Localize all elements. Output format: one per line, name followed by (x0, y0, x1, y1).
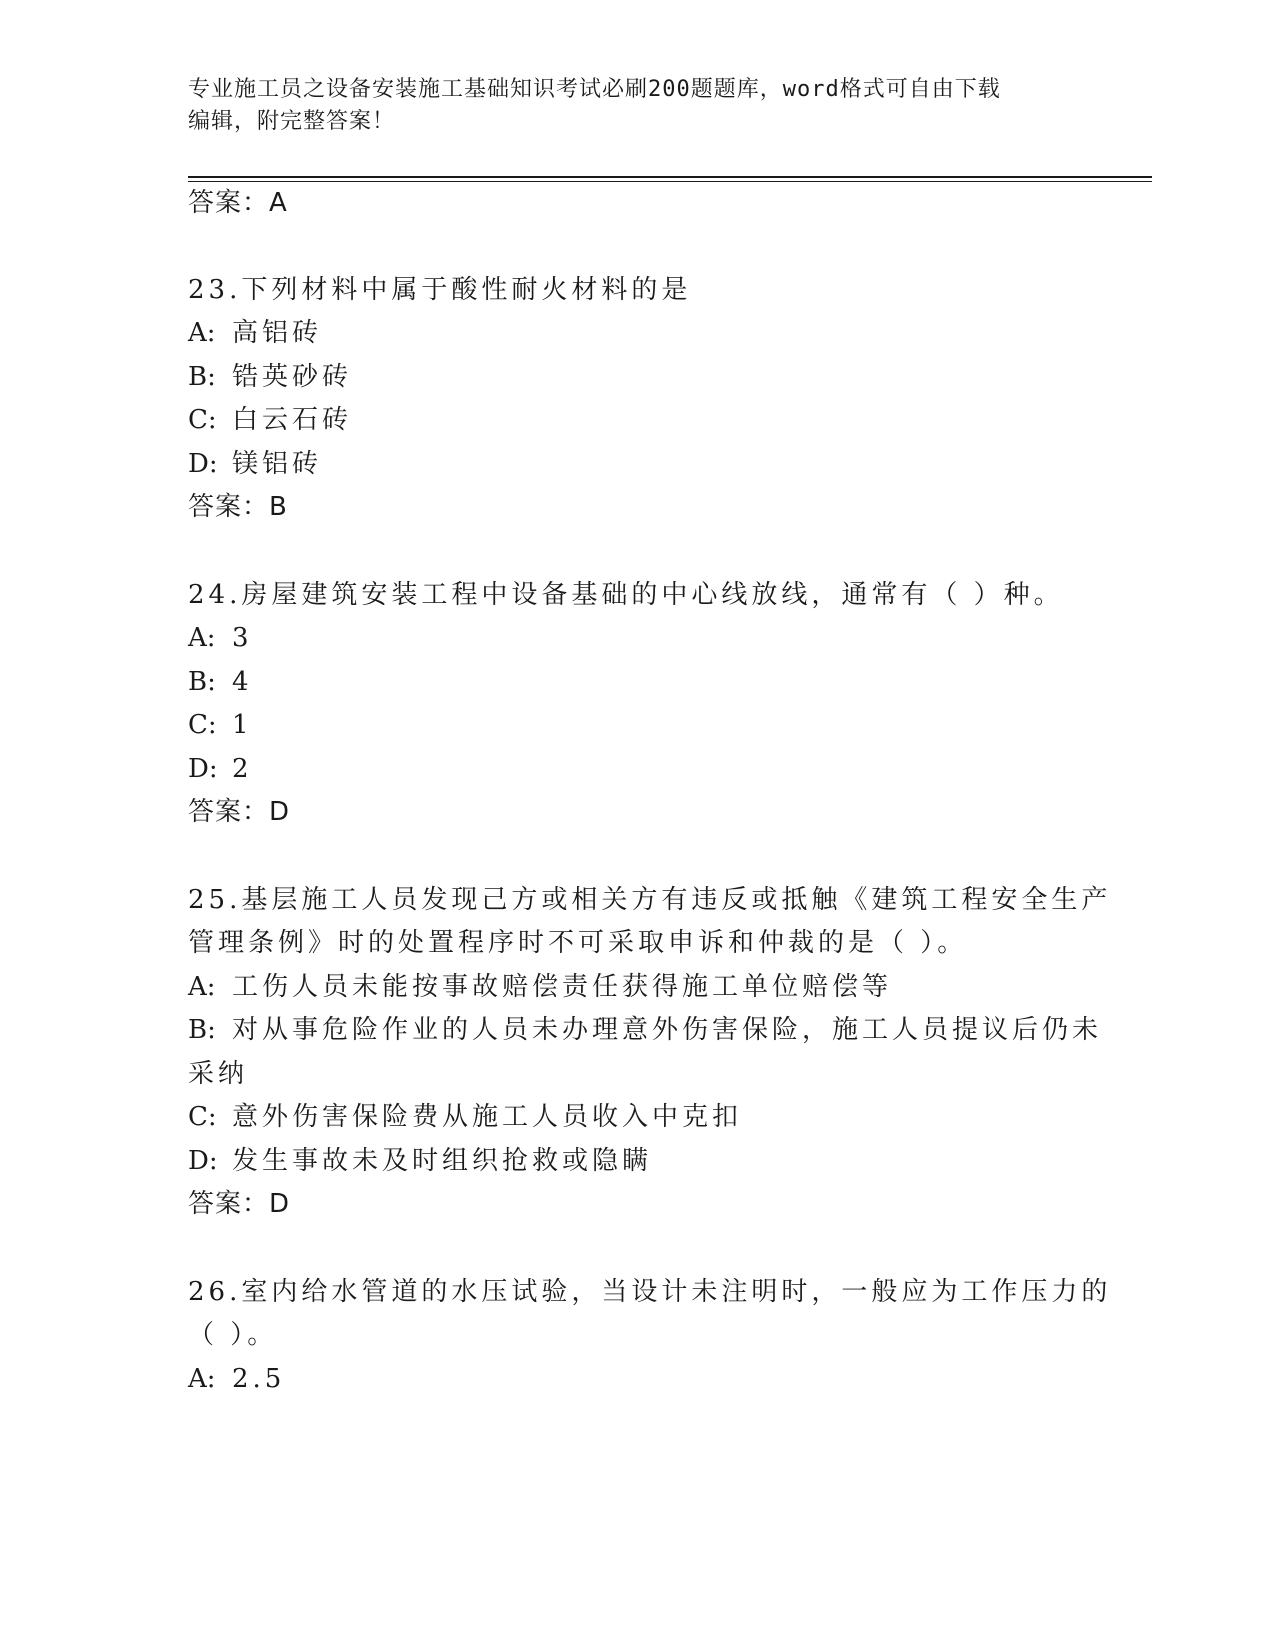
q23-answer: 答案：B (188, 492, 288, 522)
option-text: 发生事故未及时组织抢救或隐瞒 (232, 1146, 653, 1176)
q26-title-line-2: （ ）。 (188, 1320, 278, 1350)
document-header (188, 74, 1078, 138)
q23-option-c (188, 403, 1088, 437)
header-line-1: 专业施工员之设备安装施工基础知识考试必刷200题题库，word格式可自由下载 (188, 77, 1001, 102)
header-divider-thin (188, 181, 1152, 182)
q26-title-line-1: 26.室内给水管道的水压试验，当设计未注明时，一般应为工作压力的 (188, 1277, 1112, 1307)
option-text: 1 (232, 710, 253, 740)
option-key: C: (188, 405, 217, 435)
q23-title: 23.下列材料中属于酸性耐火材料的是 (188, 275, 692, 305)
option-text: 锆英砂砖 (232, 362, 353, 392)
option-text: 2.5 (232, 1364, 286, 1394)
option-text: 高铝砖 (232, 318, 323, 348)
q24-option-b (188, 665, 1088, 699)
option-text: 白云石砖 (232, 405, 353, 435)
option-text: 意外伤害保险费从施工人员收入中克扣 (232, 1102, 743, 1132)
option-key: B: (188, 667, 216, 697)
q24-answer: 答案：D (188, 797, 291, 827)
option-key: D: (188, 1146, 218, 1176)
option-key: A: (188, 318, 216, 348)
option-text: 3 (232, 623, 253, 653)
q24-option-d (188, 752, 1088, 786)
q24-option-c (188, 708, 1088, 742)
q25-answer: 答案：D (188, 1189, 291, 1219)
option-key: A: (188, 972, 216, 1002)
option-key: B: (188, 362, 216, 392)
q25-option-c (188, 1100, 1088, 1134)
option-key: A: (188, 1364, 216, 1394)
option-key: D: (188, 754, 218, 784)
q25-option-b-continued: 采纳 (188, 1059, 249, 1089)
option-key: C: (188, 710, 217, 740)
q22-answer: 答案：A (188, 188, 288, 218)
option-key: C: (188, 1102, 217, 1132)
q25-option-a (188, 970, 1088, 1004)
q26-option-a (188, 1362, 1088, 1396)
option-key: B: (188, 1015, 216, 1045)
q25-title-line-2: 管理条例》时的处置程序时不可采取申诉和仲裁的是（ ）。 (188, 928, 968, 958)
q23-option-b (188, 360, 1088, 394)
q25-option-d (188, 1144, 1088, 1178)
q25-option-b (188, 1013, 1103, 1047)
q25-title-line-1: 25.基层施工人员发现己方或相关方有违反或抵触《建筑工程安全生产 (188, 885, 1112, 915)
option-key: D: (188, 449, 218, 479)
header-divider-thick (188, 176, 1152, 178)
header-line-2: 编辑，附完整答案！ (188, 109, 396, 134)
option-text: 2 (232, 754, 253, 784)
option-text: 镁铝砖 (232, 449, 323, 479)
option-text: 4 (232, 667, 253, 697)
q24-option-a (188, 621, 1088, 655)
option-text: 对从事危险作业的人员未办理意外伤害保险，施工人员提议后仍未 (232, 1015, 1103, 1045)
q23-option-d (188, 447, 1088, 481)
q24-title: 24.房屋建筑安装工程中设备基础的中心线放线，通常有（ ）种。 (188, 580, 1064, 610)
option-key: A: (188, 623, 216, 653)
q23-option-a (188, 316, 1088, 350)
option-text: 工伤人员未能按事故赔偿责任获得施工单位赔偿等 (232, 972, 893, 1002)
